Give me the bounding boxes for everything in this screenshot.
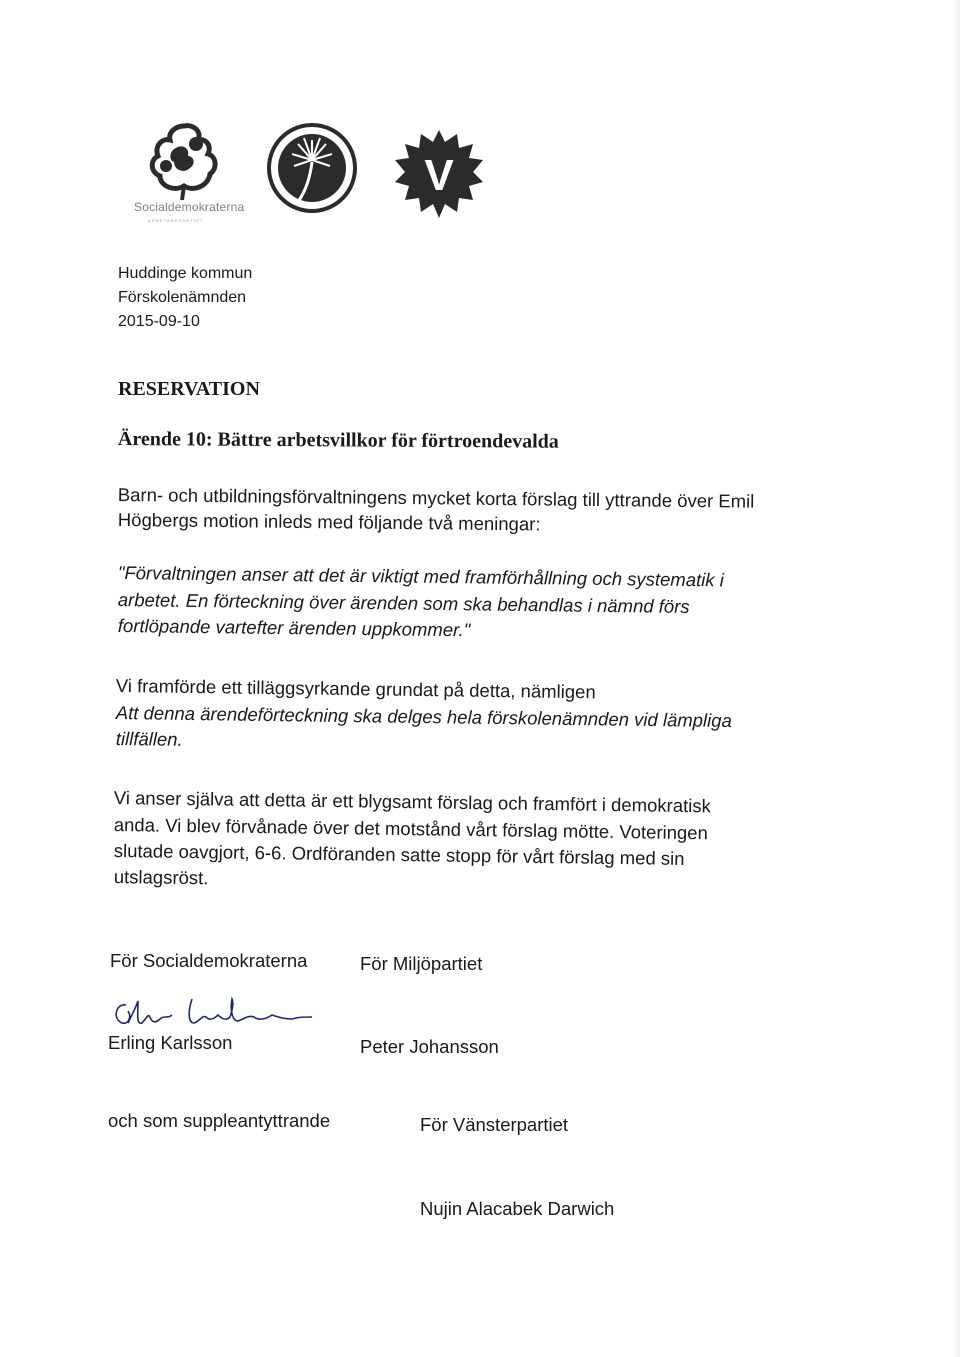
mp-signer-name: Peter Johansson [360, 1036, 499, 1057]
quote-line-3: fortlöpande vartefter ärenden uppkommer." [117, 614, 471, 641]
suppleant-label: och som suppleantyttrande [108, 1110, 331, 1131]
v-star-icon [393, 128, 485, 220]
document-type: RESERVATION [118, 378, 260, 400]
socialdemokraterna-wordmark: Socialdemokraterna [134, 200, 245, 214]
proposal-line-1: Att denna ärendeförteckning ska delges hela förskolenämnden vid lämpliga [115, 701, 732, 732]
quote-line-1: "Förvaltningen anser att det är viktigt med framförhållning och systematik i [117, 561, 724, 591]
s-party-label: För Socialdemokraterna [110, 950, 308, 971]
miljopartiet-logo [266, 122, 358, 214]
conclusion-line-4: utslagsröst. [113, 865, 209, 889]
intro-line-2: Högbergs motion inleds med följande två meningar: [117, 508, 541, 535]
rose-icon [138, 120, 228, 200]
proposal-line-2: tillfällen. [115, 727, 183, 750]
v-logo-letter: V [424, 151, 454, 200]
vansterpartiet-logo [393, 128, 485, 220]
municipality: Huddinge kommun [118, 265, 253, 282]
proposal-intro: Vi framförde ett tilläggsyrkande grundat på detta, nämligen [115, 674, 596, 703]
scan-edge [952, 0, 960, 1357]
v-party-label: För Vänsterpartiet [420, 1114, 569, 1135]
socialdemokraterna-logo [118, 120, 248, 235]
socialdemokraterna-subline: ARBETAREPARTIET [148, 218, 204, 223]
conclusion-line-1: Vi anser själva att detta är ett blygsamt förslag och framfört i demokratisk [113, 786, 711, 817]
quote-line-2: arbetet. En förteckning över ärenden som ska behandlas i nämnd förs [117, 588, 690, 617]
dandelion-icon [266, 122, 358, 214]
intro-line-1: Barn- och utbildningsförvaltningens mycket korta förslag till yttrande över Emil [117, 483, 755, 512]
meeting-date: 2015-09-10 [118, 313, 200, 330]
board-name: Förskolenämnden [118, 289, 247, 306]
conclusion-line-2: anda. Vi blev förvånade över det motstånd vårt förslag mötte. Voteringen [113, 813, 708, 844]
party-logos [118, 120, 498, 235]
mp-party-label: För Miljöpartiet [360, 953, 483, 974]
case-title: Ärende 10: Bättre arbetsvillkor för förtroendevalda [117, 428, 559, 453]
s-signer-name: Erling Karlsson [108, 1032, 233, 1053]
conclusion-line-3: slutade oavgjort, 6-6. Ordföranden satte stopp för vårt förslag med sin [113, 839, 685, 869]
v-signer-name: Nujin Alacabek Darwich [420, 1198, 615, 1219]
